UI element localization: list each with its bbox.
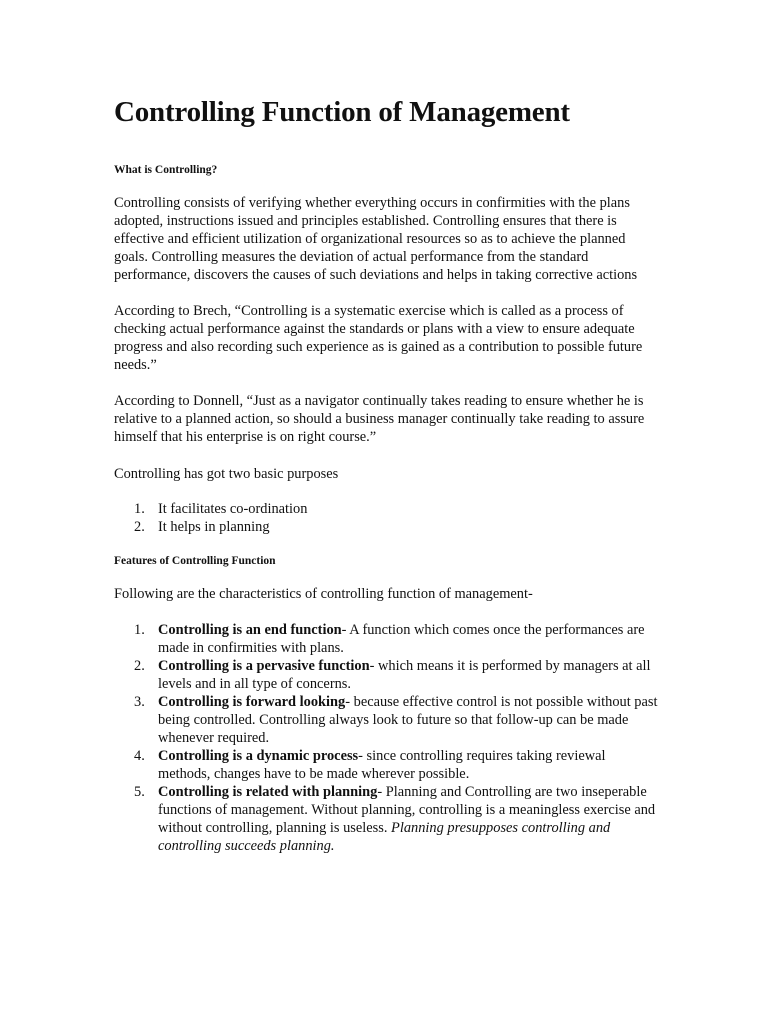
list-item-number: 2.: [134, 658, 145, 674]
feature-description: - which means it is performed by managers at all levels and in all type of concerns.: [158, 658, 651, 692]
feature-description: - A function which comes once the performances are made in confirmities with plans.: [158, 622, 645, 656]
section-heading-features: Features of Controlling Function: [114, 555, 276, 567]
feature-term: Controlling is a pervasive function: [158, 658, 370, 674]
feature-term: Controlling is a dynamic process: [158, 748, 359, 764]
list-item: [114, 518, 659, 536]
paragraph-purposes-intro: Controlling has got two basic purposes: [114, 466, 339, 482]
paragraph-brech-quote: According to Brech, “Controlling is a systematic exercise which is called as a process of checking actual performance against the standards or plans with a view to ensure adequate progress and also recording such experience as is gained as a contribution to possible future needs.”: [114, 303, 643, 373]
feature-description: - Planning and Controlling are two inseperable functions of management. Without planning, controlling is a meaningless exercise and without controlling, planning is useless.: [158, 784, 656, 836]
list-item: [114, 657, 659, 693]
list-item-number: 1.: [134, 501, 145, 517]
list-item: [114, 621, 659, 657]
page-title: Controlling Function of Management: [114, 96, 570, 128]
list-item-number: 3.: [134, 694, 145, 710]
feature-description: - since controlling requires taking reviewal methods, changes have to be made wherever possible.: [158, 748, 606, 782]
section-heading-what-is-controlling: What is Controlling?: [114, 164, 218, 176]
list-item-number: 5.: [134, 784, 145, 800]
feature-description: - because effective control is not possible without past being controlled. Controlling always look to future so that follow-up can be made whenever required.: [158, 694, 658, 746]
list-item: [114, 747, 659, 783]
list-item-text: It helps in planning: [158, 519, 270, 535]
list-item: [114, 500, 659, 518]
feature-term: Controlling is related with planning: [158, 784, 378, 800]
list-item-number: 4.: [134, 748, 145, 764]
list-item: [114, 693, 659, 747]
list-item-number: 2.: [134, 519, 145, 535]
list-item-number: 1.: [134, 622, 145, 638]
list-item-text: It facilitates co-ordination: [158, 501, 308, 517]
document-page: [114, 92, 659, 855]
features-list: [114, 621, 659, 855]
purposes-list: [114, 500, 659, 536]
feature-term: Controlling is forward looking: [158, 694, 346, 710]
feature-italic-note: Planning presupposes controlling and controlling succeeds planning.: [158, 820, 611, 854]
list-item: [114, 783, 659, 855]
feature-term: Controlling is an end function: [158, 622, 342, 638]
paragraph-definition: Controlling consists of verifying whether everything occurs in confirmities with the plans adopted, instructions issued and principles established. Controlling ensures that there is effective and efficient utilization of organizational resources so as to achieve the planned goals. Controlling measures the deviation of actual performance from the standard performance, discovers the causes of such deviations and helps in taking corrective actions: [114, 195, 638, 283]
paragraph-donnell-quote: According to Donnell, “Just as a navigator continually takes reading to ensure whether he is relative to a planned action, so should a business manager continually take reading to assure himself that his enterprise is on right course.”: [114, 393, 645, 445]
paragraph-features-intro: Following are the characteristics of controlling function of management-: [114, 586, 533, 602]
